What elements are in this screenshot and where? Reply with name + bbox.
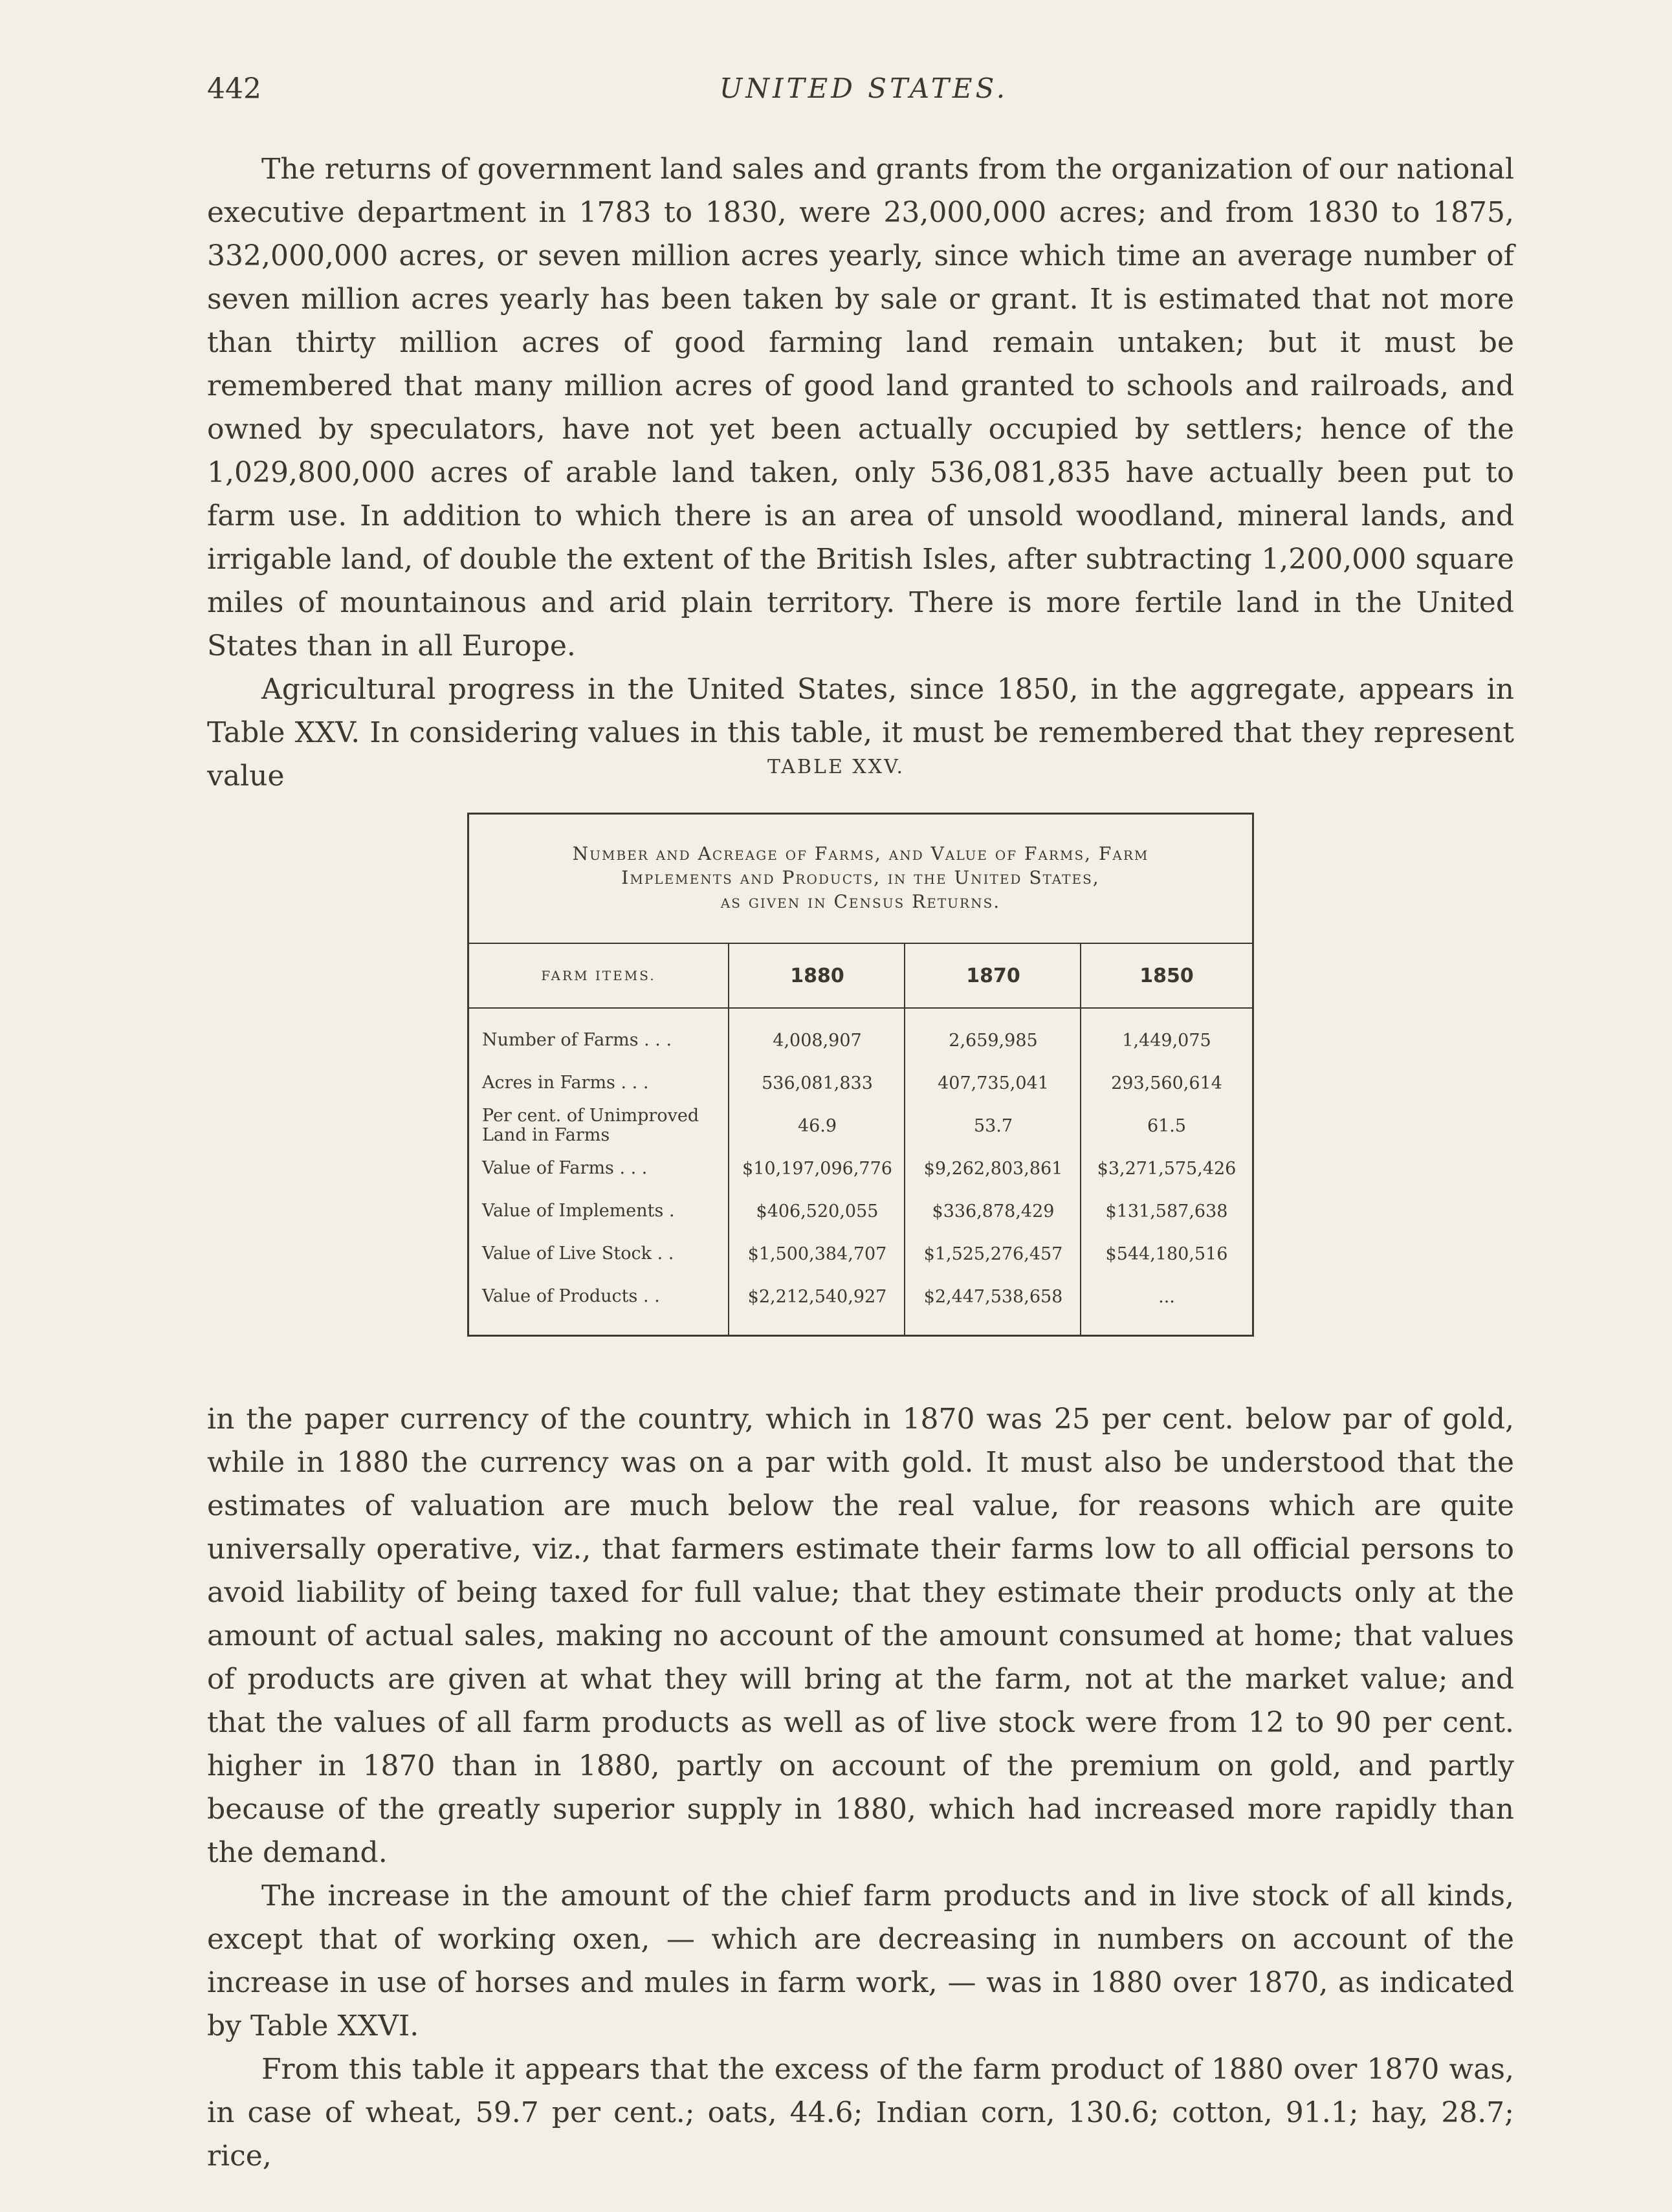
row-label: Value of Live Stock . . bbox=[482, 1243, 674, 1264]
caption-line: Number and Acreage of Farms, and Value of Farms, Farm bbox=[572, 843, 1149, 864]
paragraph: in the paper currency of the country, which in 1870 was 25 per cent. below par of gold, while in 1880 the currency was on a par with gold. It must also be understood that the estimates of valuation are much below the real value, for reasons which are quite universally operative, viz., that farmers estimate their farms low to all official persons to avoid liability of being taxed for full value; that they estimate their products only at the amount of actual sales, making no account of the amount consumed at home; that values of products are given at what they will bring at the farm, not at the market value; and that the values of all farm products as well as of live stock were from 12 to 90 per cent. higher in 1870 than in 1880, partly on account of the premium on gold, and partly because of the greatly superior supply in 1880, which had increased more rapidly than the demand. bbox=[207, 1403, 1514, 1869]
table-row bbox=[469, 1062, 1252, 1104]
row-label: Value of Implements . bbox=[482, 1201, 675, 1221]
cell-1880: $10,197,096,776 bbox=[742, 1158, 892, 1179]
cell-1870: 407,735,041 bbox=[938, 1073, 1049, 1093]
body-text-top bbox=[207, 148, 1514, 798]
table-caption bbox=[469, 815, 1252, 944]
caption-line: as given in Census Returns. bbox=[720, 891, 1001, 912]
cell-1850: 61.5 bbox=[1147, 1115, 1187, 1136]
cell-1880: 4,008,907 bbox=[773, 1030, 862, 1051]
table-label: TABLE XXV. bbox=[767, 756, 905, 778]
cell-1850: $544,180,516 bbox=[1105, 1243, 1228, 1264]
cell-1850: 293,560,614 bbox=[1111, 1073, 1222, 1093]
cell-1850: $131,587,638 bbox=[1105, 1201, 1228, 1221]
row-label: Value of Farms . . . bbox=[482, 1158, 648, 1178]
column-header-1850: 1850 bbox=[1139, 964, 1194, 987]
paragraph: The returns of government land sales and grants from the organization of our national executive department in 1783 to 1830, were 23,000,000 acres; and from 1830 to 1875, 332,000,000 acres, or seven million acres yearly, since which time an average number of seven million acres yearly has been taken by sale or grant. It is estimated that not more than thirty million acres of good farming land remain untaken; but it must be remembered that many million acres of good land granted to schools and railroads, and owned by speculators, have not yet been actually occupied by settlers; hence of the 1,029,800,000 acres of arable land taken, only 536,081,835 have actually been put to farm use. In addition to which there is an area of unsold woodland, mineral lands, and irrigable land, of double the extent of the British Isles, after subtracting 1,200,000 square miles of mountainous and arid plain territory. There is more fertile land in the United States than in all Europe. bbox=[207, 153, 1514, 663]
table-row bbox=[469, 1190, 1252, 1232]
table-row bbox=[469, 1019, 1252, 1062]
cell-1870: $9,262,803,861 bbox=[923, 1158, 1063, 1179]
column-header-items: FARM ITEMS. bbox=[541, 968, 656, 983]
cell-1880: $1,500,384,707 bbox=[747, 1243, 887, 1264]
row-label: Value of Products . . bbox=[482, 1286, 660, 1306]
column-header-1880: 1880 bbox=[790, 964, 844, 987]
cell-1870: $1,525,276,457 bbox=[923, 1243, 1063, 1264]
caption-line: Implements and Products, in the United States, bbox=[621, 867, 1100, 888]
cell-1880: $406,520,055 bbox=[756, 1201, 879, 1221]
data-table bbox=[467, 813, 1254, 1337]
table-row bbox=[469, 1104, 1252, 1147]
cell-1880: $2,212,540,927 bbox=[747, 1286, 887, 1307]
page-header bbox=[207, 72, 1521, 111]
body-text-bottom bbox=[207, 1397, 1514, 2178]
cell-1870: $2,447,538,658 bbox=[923, 1286, 1063, 1307]
cell-1870: $336,878,429 bbox=[932, 1201, 1055, 1221]
table-row bbox=[469, 1232, 1252, 1275]
table-grid bbox=[469, 944, 1252, 1335]
cell-1870: 53.7 bbox=[973, 1115, 1013, 1136]
header-divider bbox=[469, 1007, 1252, 1009]
cell-1880: 536,081,833 bbox=[762, 1073, 873, 1093]
page-number: 442 bbox=[207, 72, 261, 105]
cell-1870: 2,659,985 bbox=[949, 1030, 1038, 1051]
paragraph: From this table it appears that the excess of the farm product of 1880 over 1870 was, in case of wheat, 59.7 per cent.; oats, 44.6; Indian corn, 130.6; cotton, 91.1; hay, 28.7; rice, bbox=[207, 2053, 1514, 2173]
row-label: Acres in Farms . . . bbox=[482, 1073, 649, 1093]
row-label: Per cent. of Unimproved Land in Farms bbox=[482, 1106, 699, 1145]
cell-1850: $3,271,575,426 bbox=[1097, 1158, 1237, 1179]
cell-1850: ... bbox=[1158, 1286, 1175, 1307]
cell-1850: 1,449,075 bbox=[1122, 1030, 1211, 1051]
paragraph: Agricultural progress in the United States, since 1850, in the aggregate, appears in Table XXV. In considering values in this table, it must be remembered that they represent value bbox=[207, 673, 1514, 793]
table-row bbox=[469, 1275, 1252, 1318]
row-label: Number of Farms . . . bbox=[482, 1030, 672, 1050]
table-row bbox=[469, 1147, 1252, 1190]
paragraph: The increase in the amount of the chief farm products and in live stock of all kinds, except that of working oxen, — which are decreasing in numbers on account of the increase in use of horses and mules in farm work, — was in 1880 over 1870, as indicated by Table XXVI. bbox=[207, 1879, 1514, 2042]
column-header-1870: 1870 bbox=[966, 964, 1020, 987]
running-title: UNITED STATES. bbox=[719, 72, 1009, 104]
cell-1880: 46.9 bbox=[797, 1115, 837, 1136]
